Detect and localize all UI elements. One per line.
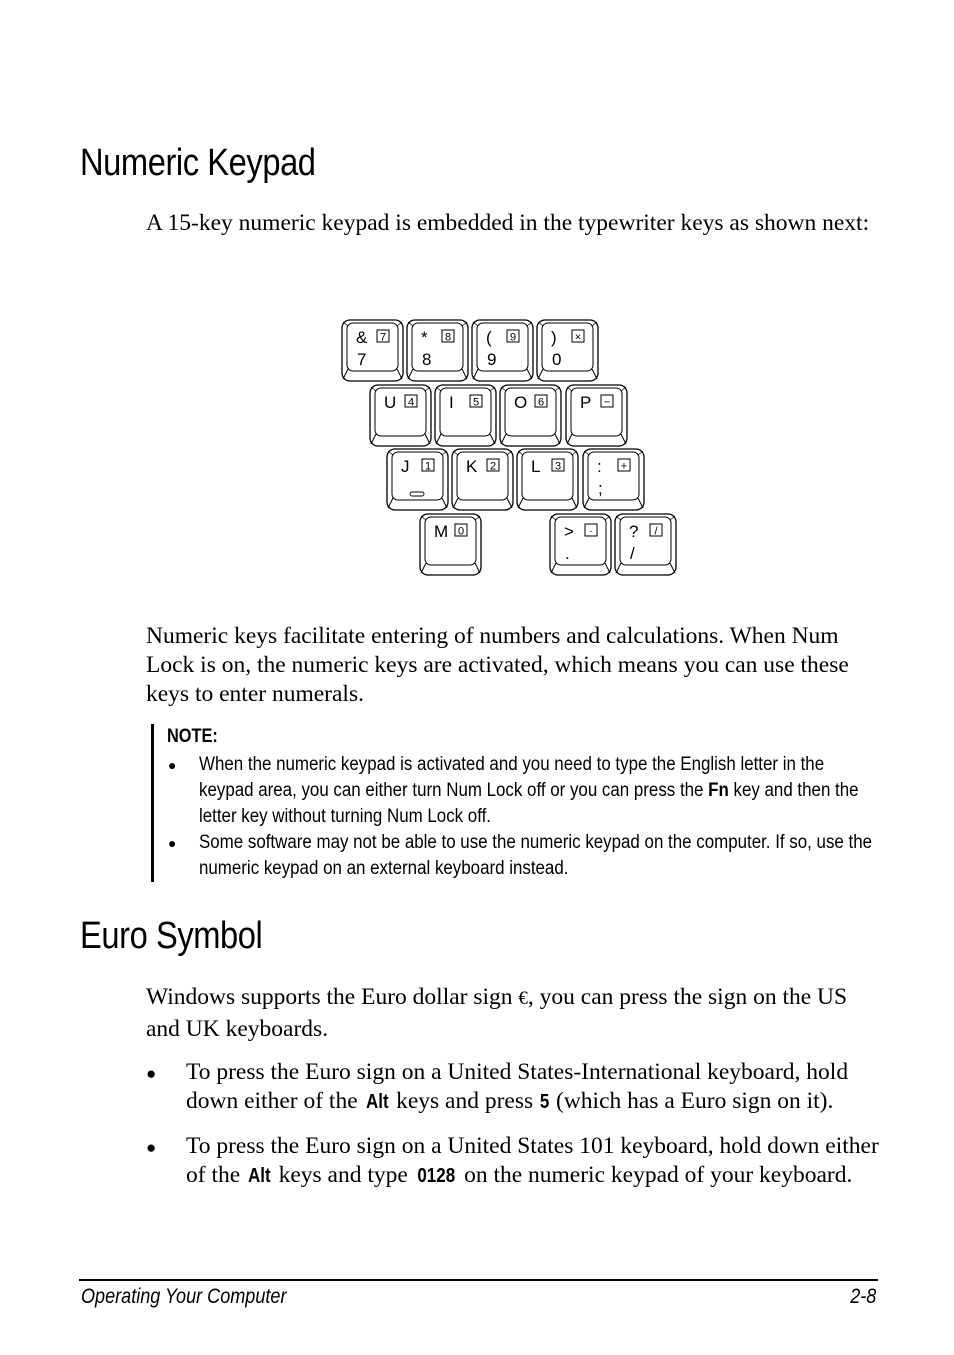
keypad-key [435, 385, 496, 446]
key-legend: M [434, 522, 449, 541]
key-legend: ) [551, 328, 557, 347]
key-legend: O [514, 393, 528, 412]
euro-intro-paragraph: Windows supports the Euro dollar sign €, you can press the sign on the US and UK keyboards. [146, 984, 848, 1042]
key-numpad-legend: − [603, 396, 611, 409]
key-legend: K [466, 457, 478, 476]
keypad-key [583, 449, 644, 510]
alt-key-label: Alt [248, 1165, 271, 1187]
key-legend: J [401, 457, 410, 476]
note-item: ● When the numeric keypad is activated and you need to type the English letter in the keypad area, you can either turn Num Lock off or you can press the Fn key and then the letter key without turning Num Lock off. [168, 754, 859, 827]
keypad-key [615, 514, 676, 575]
key-numpad-legend: 6 [537, 396, 545, 409]
keypad-key [472, 320, 533, 381]
key-numpad-legend: / [654, 525, 658, 538]
code-key-label: 0128 [417, 1165, 455, 1187]
key-lower-legend: . [565, 544, 570, 563]
key-numpad-legend: + [620, 460, 628, 473]
alt-key-label: Alt [365, 1091, 389, 1113]
list-item: ● To press the Euro sign on a United States-International keyboard, hold down either of the Alt keys and press 5 (which has a Euro sign on it). [146, 1058, 880, 1117]
note-box [151, 724, 882, 882]
keypad-key [537, 320, 598, 381]
keypad-key [452, 449, 513, 510]
keypad-key [517, 449, 578, 510]
keypad-key [550, 514, 611, 575]
bullet-icon: ● [146, 1064, 157, 1083]
key-numpad-legend: · [589, 525, 593, 538]
footer-chapter-title: Operating Your Computer [81, 1285, 287, 1308]
keypad-key [387, 449, 448, 510]
key-lower-legend: ; [598, 479, 603, 498]
key-legend: > [564, 522, 574, 541]
note-list [167, 752, 879, 882]
keypad-key [420, 514, 481, 575]
keypad-key [407, 320, 468, 381]
note-title: NOTE: [167, 726, 218, 747]
euro-instructions-list [146, 1058, 880, 1206]
bullet-icon: ● [146, 1138, 157, 1157]
keypad-key [566, 385, 627, 446]
key-legend: ( [486, 328, 492, 347]
key-numpad-legend: 8 [444, 331, 452, 344]
section-heading-euro-symbol: Euro Symbol [80, 915, 263, 957]
numeric-keys-paragraph: Numeric keys facilitate entering of numbers and calculations. When Num Lock is on, the numeric keys are activated, which means you can use these keys to enter numerals. [146, 623, 849, 707]
key-numpad-legend: 2 [489, 460, 497, 473]
key-legend: : [597, 457, 602, 476]
key-numpad-legend: 9 [509, 331, 517, 344]
euro-sign: € [518, 988, 528, 1009]
key-numpad-legend: 3 [554, 460, 562, 473]
key-lower-legend: 9 [487, 350, 497, 369]
key-legend: & [356, 328, 368, 347]
key-legend: U [384, 393, 397, 412]
keypad-intro-paragraph: A 15-key numeric keypad is embedded in the typewriter keys as shown next: [146, 210, 870, 236]
key-numpad-legend: 7 [379, 331, 387, 344]
fn-key-label: Fn [708, 780, 729, 801]
section-heading-numeric-keypad: Numeric Keypad [80, 142, 316, 184]
numeric-keypad-diagram [340, 318, 680, 580]
key-legend: * [421, 328, 428, 347]
key-lower-legend: 0 [552, 350, 562, 369]
keypad-key [342, 320, 403, 381]
bullet-icon: ● [168, 835, 177, 851]
key-numpad-legend: 0 [457, 525, 465, 538]
keypad-key [500, 385, 561, 446]
key-numpad-legend: 5 [472, 396, 480, 409]
key-legend: L [531, 457, 541, 476]
list-item: ● To press the Euro sign on a United States 101 keyboard, hold down either of the Alt keys and type 0128 on the numeric keypad of your keyboard. [146, 1132, 880, 1191]
key-lower-legend: / [630, 544, 635, 563]
key-numpad-legend: × [574, 331, 582, 344]
key-lower-legend: 8 [422, 350, 432, 369]
key-numpad-legend: 4 [407, 396, 415, 409]
five-key-label: 5 [539, 1091, 550, 1113]
footer-rule [79, 1279, 878, 1281]
bullet-icon: ● [168, 757, 177, 773]
key-legend: P [580, 393, 592, 412]
key-legend: I [449, 393, 454, 412]
key-legend: ? [629, 522, 639, 541]
keypad-key [370, 385, 431, 446]
footer-page-number: 2-8 [849, 1285, 876, 1308]
note-item: ● Some software may not be able to use the numeric keypad on the computer. If so, use the numeric keypad on an external keyboard instead. [168, 832, 873, 879]
key-numpad-legend: 1 [424, 460, 432, 473]
key-lower-legend: 7 [357, 350, 367, 369]
